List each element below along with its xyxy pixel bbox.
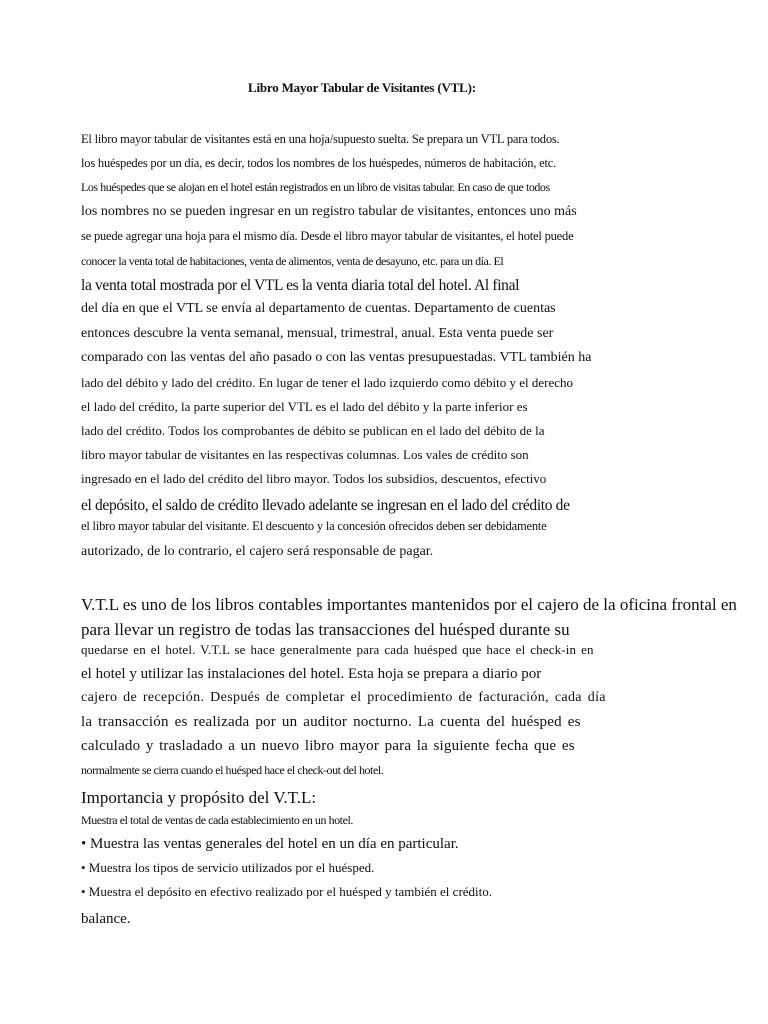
- list-item: • Muestra el depósito en efectivo realizado por el huésped y también el crédito.: [81, 884, 493, 899]
- section-heading: Importancia y propósito del V.T.L:: [81, 788, 317, 807]
- paragraph-line: quedarse en el hotel. V.T.L se hace generalmente para cada huésped que hace el check-in en: [81, 642, 594, 657]
- paragraph-line: la venta total mostrada por el VTL es la venta diaria total del hotel. Al final: [81, 277, 520, 294]
- paragraph-line: el hotel y utilizar las instalaciones del hotel. Esta hoja se prepara a diario por: [81, 666, 542, 682]
- list-item: balance.: [81, 911, 131, 927]
- paragraph-line: la transacción es realizada por un auditor nocturno. La cuenta del huésped es: [81, 714, 581, 730]
- list-item: • Muestra los tipos de servicio utilizados por el huésped.: [81, 860, 375, 875]
- paragraph-line: los nombres no se pueden ingresar en un registro tabular de visitantes, entonces uno más: [81, 204, 577, 219]
- paragraph-line: lado del crédito. Todos los comprobantes de débito se publican en el lado del débito de la: [81, 423, 545, 438]
- paragraph-line: normalmente se cierra cuando el huésped hace el check-out del hotel.: [81, 763, 384, 777]
- paragraph-line: se puede agregar una hoja para el mismo día. Desde el libro mayor tabular de visitantes, el hotel puede: [81, 229, 574, 243]
- paragraph-line: conocer la venta total de habitaciones, venta de alimentos, venta de desayuno, etc. para un día. El: [81, 254, 504, 268]
- paragraph-line: libro mayor tabular de visitantes en las respectivas columnas. Los vales de crédito son: [81, 447, 529, 462]
- paragraph-line: los huéspedes por un día, es decir, todos los nombres de los huéspedes, números de habitación, etc.: [81, 156, 557, 170]
- paragraph-line: entonces descubre la venta semanal, mensual, trimestral, anual. Esta venta puede ser: [81, 326, 554, 341]
- paragraph-line: Los huéspedes que se alojan en el hotel están registrados en un libro de visitas tabular. En caso de que todos: [81, 180, 550, 194]
- paragraph-line: el libro mayor tabular del visitante. El descuento y la concesión ofrecidos deben ser debidamente: [81, 519, 547, 533]
- document-title: Libro Mayor Tabular de Visitantes (VTL):: [248, 80, 476, 95]
- list-item: Muestra el total de ventas de cada establecimiento en un hotel.: [81, 813, 353, 827]
- paragraph-line: calculado y trasladado a un nuevo libro mayor para la siguiente fecha que es: [81, 738, 575, 754]
- paragraph-line: lado del débito y lado del crédito. En lugar de tener el lado izquierdo como débito y el derecho: [81, 375, 574, 390]
- paragraph-line: el depósito, el saldo de crédito llevado adelante se ingresan en el lado del crédito de: [81, 497, 570, 514]
- paragraph-line: comparado con las ventas del año pasado o con las ventas presupuestadas. VTL también ha: [81, 350, 592, 365]
- paragraph-line: del día en que el VTL se envía al departamento de cuentas. Departamento de cuentas: [81, 301, 556, 316]
- paragraph-line: autorizado, de lo contrario, el cajero será responsable de pagar.: [81, 544, 434, 559]
- paragraph-line: ingresado en el lado del crédito del libro mayor. Todos los subsidios, descuentos, efectivo: [81, 471, 547, 486]
- paragraph-line: El libro mayor tabular de visitantes está en una hoja/supuesto suelta. Se prepara un VTL para todos.: [81, 132, 560, 146]
- paragraph-line: el lado del crédito, la parte superior del VTL es el lado del débito y la parte inferior es: [81, 399, 528, 414]
- paragraph-line: cajero de recepción. Después de completar el procedimiento de facturación, cada día: [81, 690, 606, 705]
- paragraph-line: V.T.L es uno de los libros contables importantes mantenidos por el cajero de la oficina frontal en: [81, 595, 737, 614]
- paragraph-line: para llevar un registro de todas las transacciones del huésped durante su: [81, 620, 570, 639]
- list-item: • Muestra las ventas generales del hotel en un día en particular.: [81, 836, 459, 852]
